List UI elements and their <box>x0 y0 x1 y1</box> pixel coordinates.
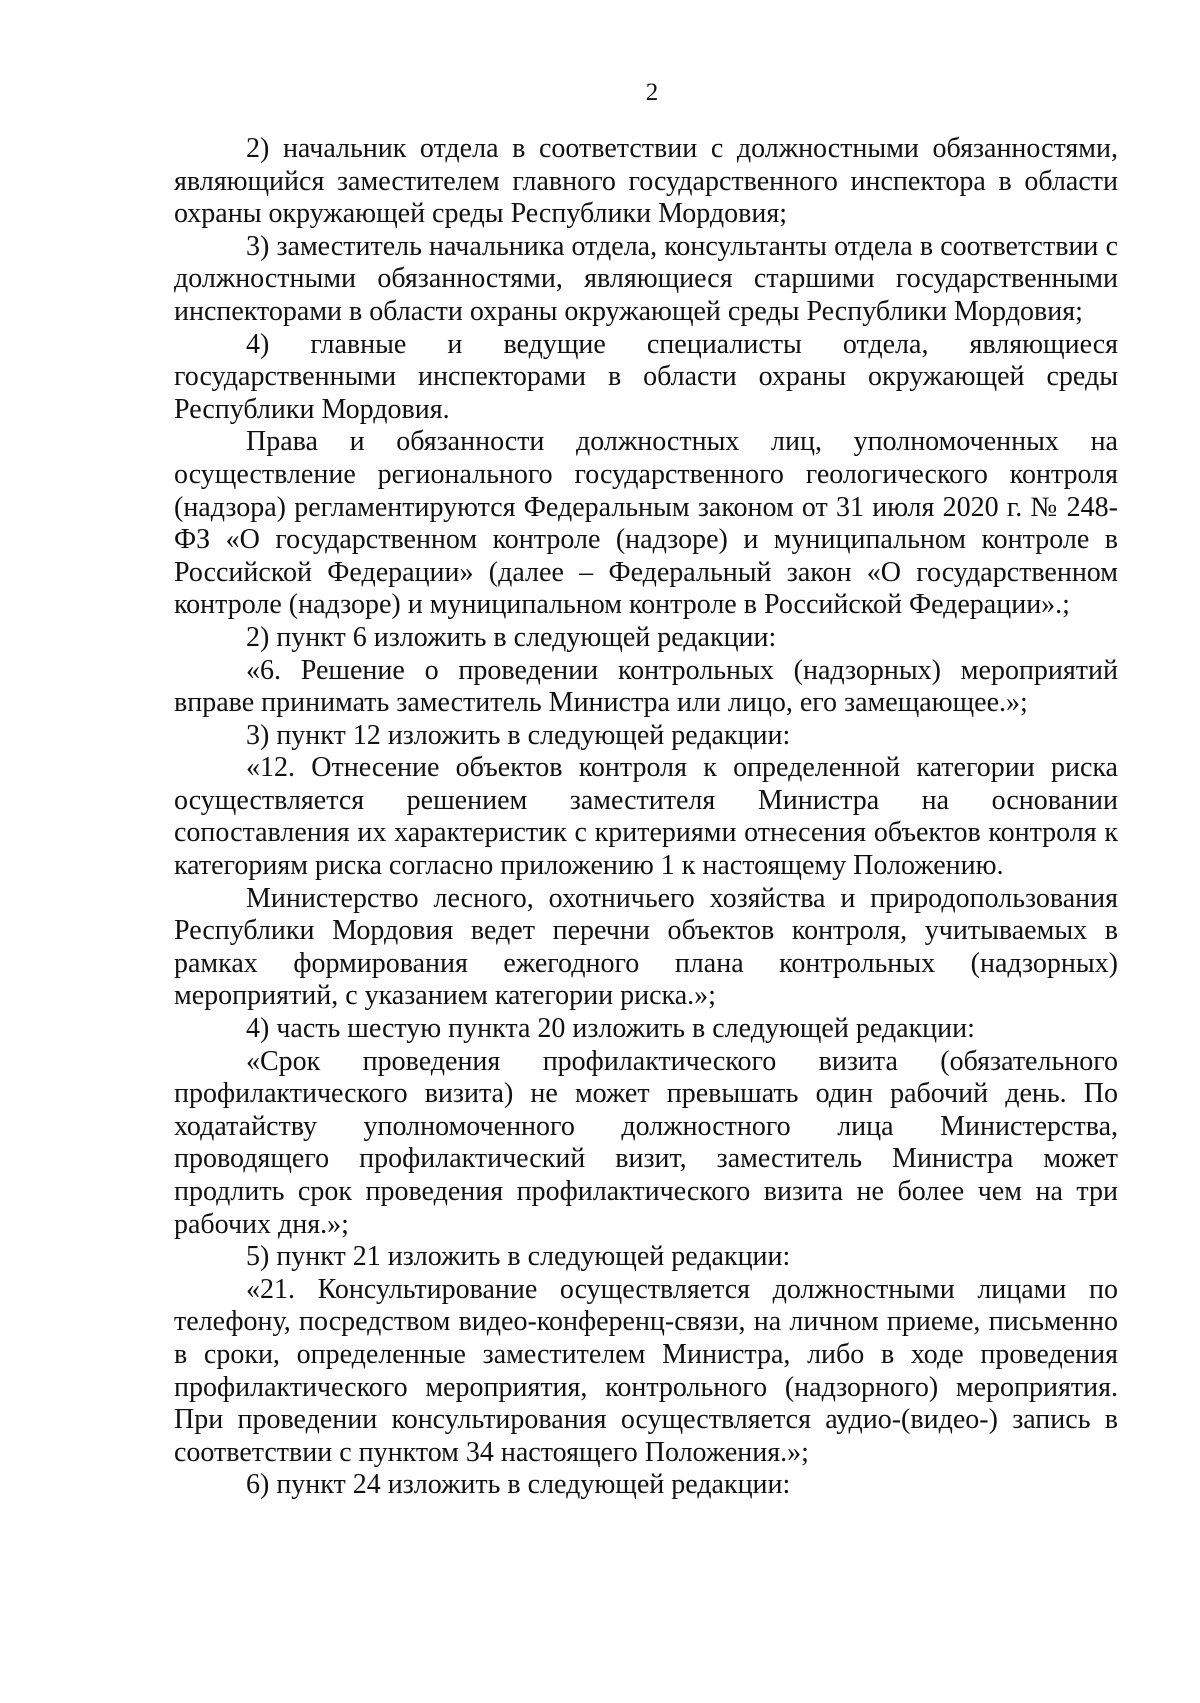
paragraph-point-20-heading: 4) часть шестую пункта 20 изложить в следующей редакции: <box>246 1013 975 1045</box>
document-body <box>174 133 1118 1502</box>
paragraph-point-6-text: «6. Решение о проведении контрольных (надзорных) мероприятий вправе принимать заместитель Министра или лицо, его замещающее.»; <box>174 654 1118 719</box>
paragraph-point-12-heading: 3) пункт 12 изложить в следующей редакции: <box>246 719 791 751</box>
paragraph-item-2: 2) начальник отдела в соответствии с должностными обязанностями, являющийся заместителем главного государственного инспектора в области охраны окружающей среды Республики Мордовия; <box>174 133 1118 230</box>
paragraph-item-4: 4) главные и ведущие специалисты отдела, являющиеся государственными инспекторами в области охраны окружающей среды Республики Мордовия. <box>174 328 1118 425</box>
paragraph-point-24-heading: 6) пункт 24 изложить в следующей редакции: <box>246 1469 791 1501</box>
paragraph-point-20-text: «Срок проведения профилактического визита (обязательного профилактического визита) не может превышать один рабочий день. По ходатайству уполномоченного должностного лица Министерства, проводящего профилактический визит, заместитель Министра может продлить срок проведения профилактического визита не более чем на три рабочих дня.»; <box>174 1045 1118 1240</box>
page-number: 2 <box>645 79 659 106</box>
paragraph-rights-duties: Права и обязанности должностных лиц, уполномоченных на осуществление регионального государственного геологического контроля (надзора) регламентируются Федеральным законом от 31 июля 2020 г. № 248-ФЗ «О государственном контроле (надзоре) и муниципальном контроле в Российской Федерации» (далее – Федеральный закон «О государственном контроле (надзоре) и муниципальном контроле в Российской Федерации».; <box>174 426 1118 621</box>
paragraph-point-21-text: «21. Консультирование осуществляется должностными лицами по телефону, посредством видео-конференц-связи, на личном приеме, письменно в сроки, определенные заместителем Министра, либо в ходе проведения профилактического мероприятия, контрольного (надзорного) мероприятия. При проведении консультирования осуществляется аудио-(видео-) запись в соответствии с пунктом 34 настоящего Положения.»; <box>174 1273 1118 1468</box>
paragraph-ministry-lists: Министерство лесного, охотничьего хозяйства и природопользования Республики Мордовия ведет перечни объектов контроля, учитываемых в рамках формирования ежегодного плана контрольных (надзорных) мероприятий, с указанием категории риска.»; <box>174 882 1118 1012</box>
paragraph-item-3: 3) заместитель начальника отдела, консультанты отдела в соответствии с должностными обязанностями, являющиеся старшими государственными инспекторами в области охраны окружающей среды Республики Мордовия; <box>174 230 1118 327</box>
paragraph-point-6-heading: 2) пункт 6 изложить в следующей редакции: <box>246 621 777 653</box>
paragraph-point-12-text: «12. Отнесение объектов контроля к определенной категории риска осуществляется решением заместителя Министра на основании сопоставления их характеристик с критериями отнесения объектов контроля к категориям риска согласно приложению 1 к настоящему Положению. <box>174 752 1118 882</box>
paragraph-point-21-heading: 5) пункт 21 изложить в следующей редакции: <box>246 1241 791 1273</box>
